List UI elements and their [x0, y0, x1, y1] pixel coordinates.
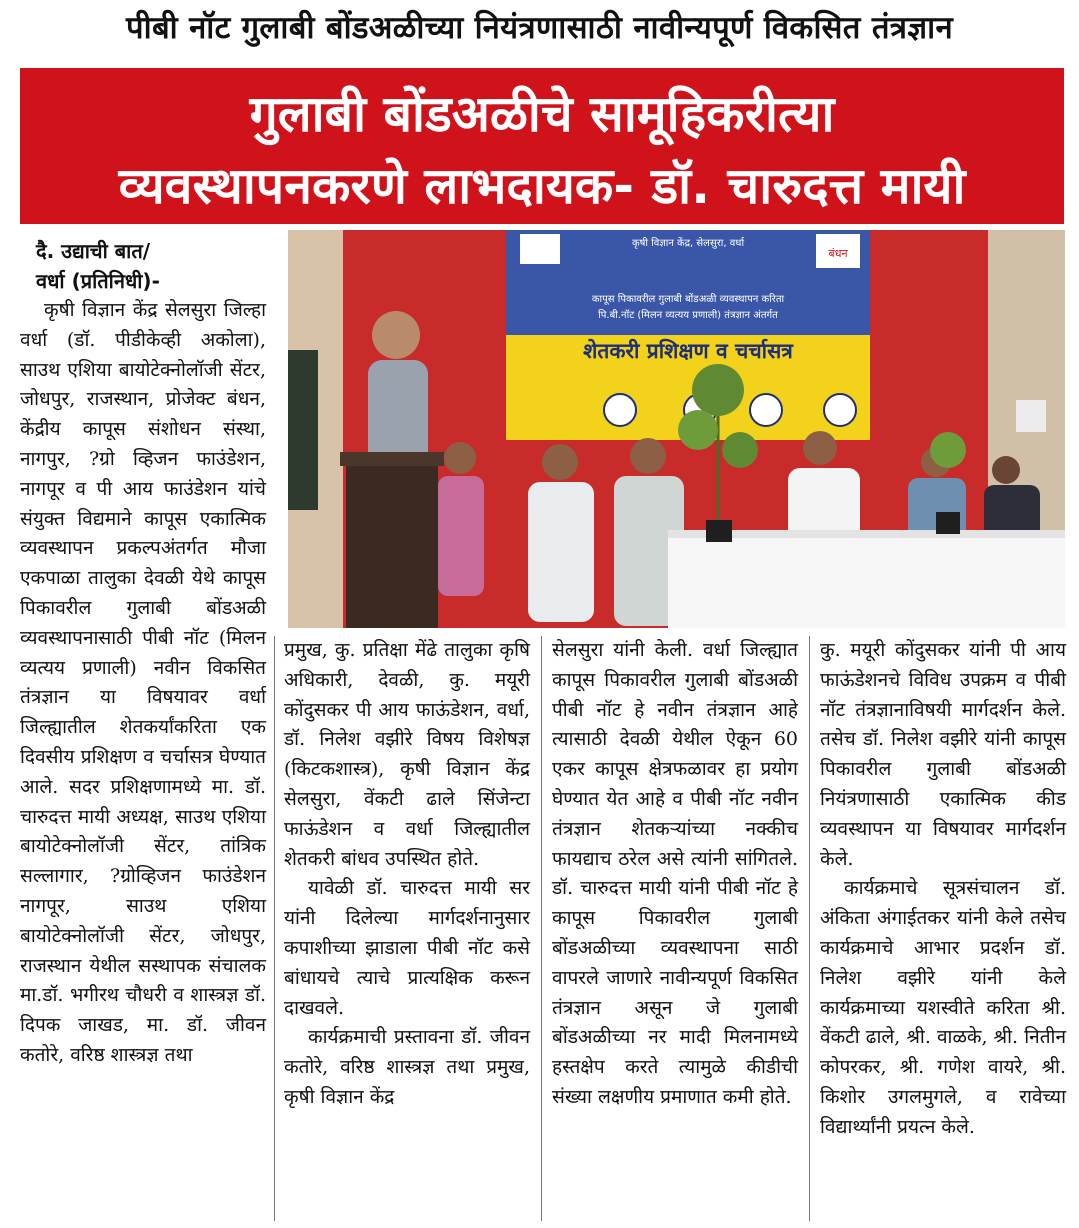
event-photo-illustration — [288, 230, 1065, 628]
headline-line-2: व्यवस्थापनकरणे लाभदायक- डॉ. चारुदत्त मायी — [118, 157, 966, 215]
article-paragraph: कार्यक्रमाचे सूत्रसंचालन डॉ. अंकिता अंगाईतकर यांनी केले तसेच कार्यक्रमाचे आभार प्रदर्शन डॉ. निलेश वझीरे यांनी केले कार्यक्रमाच्या यशस्वीते करिता श्री. वेंकटी ढाले, श्री. वाळके, श्री. नितीन कोपरकर, श्री. गणेश वायरे, श्री. किशोर उगलमुगले, व रावेच्या विद्यार्थ्यांनी प्रयत्न केले. — [820, 877, 1066, 1138]
byline-location: वर्धा (प्रतिनिधी)- — [36, 269, 160, 293]
article-paragraph: सेलसुरा यांनी केली. वर्धा जिल्ह्यात कापूस पिकावरील गुलाबी बोंडअळी पीबी नॉट हे नवीन तंत्रज्ञान आहे त्यासाठी देवळी येथील ऐकून 60 एकर कापूस क्षेत्रफळावर हा प्रयोग घेण्यात येत आहे व पीबी नॉट नवीन तंत्रज्ञान शेतकऱ्यांच्या नक्कीच फायद्याच ठरेल असे त्यांनी सांगितले. डॉ. चारुदत्त मायी यांनी पीबी नॉट हे कापूस पिकावरील गुलाबी बोंडअळीच्या व्यवस्थापना साठी वापरले जाणारे नावीन्यपूर्ण विकसित तंत्रज्ञान असून जे गुलाबी बोंडअळीच्या नर मादी मिलनामध्ये हस्तक्षेप करते त्यामुळे कीडीची संख्या लक्षणीय प्रमाणात कमी होते. — [552, 639, 798, 1108]
kicker-headline: पीबी नॉट गुलाबी बोंडअळीच्या नियंत्रणासाठी नावीन्यपूर्ण विकसित तंत्रज्ञान — [126, 10, 953, 46]
article-paragraph: कु. मयूरी कोंदुसकर यांनी पी आय फाऊंडेशनचे विविध उपक्रम व पीबी नॉट तंत्रज्ञानाविषयी मार्गदर्शन केले. तसेच डॉ. निलेश वझीरे यांनी कापूस पिकावरील गुलाबी बोंडअळी नियंत्रणासाठी एकात्मिक कीड व्यवस्थापन या विषयावर मार्गदर्शन केले. — [820, 639, 1066, 870]
article-paragraph: कार्यक्रमाची प्रस्तावना डॉ. जीवन कतोरे, वरिष्ठ शास्त्रज्ञ तथा प्रमुख, कृषी विज्ञान केंद्र — [284, 1026, 530, 1108]
article-column-1 — [20, 236, 266, 1071]
column-divider — [274, 636, 275, 1221]
banner-text-3: पि.बी.नॉट (मिलन व्यत्यय प्रणाली) तंत्रज्ञान अंतर्गत — [598, 310, 778, 321]
article-column-2 — [284, 636, 530, 1113]
banner-text-1: कृषी विज्ञान केंद्र, सेलसुरा, वर्धा — [631, 238, 745, 249]
banner-title: शेतकरी प्रशिक्षण व चर्चासत्र — [583, 339, 793, 363]
banner-text-2: कापूस पिकावरील गुलाबी बोंडअळी व्यवस्थापन करिता — [591, 294, 785, 305]
column-divider — [541, 636, 542, 1221]
article-column-4 — [820, 636, 1066, 1143]
article-paragraph: यावेळी डॉ. चारुदत्त मायी सर यांनी दिलेल्या मार्गदर्शनानुसार कपाशीच्या झाडाला पीबी नॉट कसे बांधायचे त्याचे प्रात्यक्षिक करून दाखवले. — [284, 877, 530, 1019]
column-divider — [809, 636, 810, 1221]
headline-line-1: गुलाबी बोंडअळीचे सामूहिकरीत्या — [249, 85, 835, 143]
article-paragraph: कृषी विज्ञान केंद्र सेलसुरा जिल्हा वर्धा (डॉ. पीडीकेव्ही अकोला), साउथ एशिया बायोटेक्नोलॉजी सेंटर, जोधपुर, राजस्थान, प्रोजेक्ट बंधन, केंद्रीय कापूस संशोधन संस्था, नागपुर, ?ग्रो व्हिजन फाउंडेशन, नागपूर व पी आय फाउंडेशन यांचे संयुक्त विद्यमाने कापूस एकात्मिक व्यवस्थापन प्रकल्पअंतर्गत मौजा एकपाळा तालुका देवळी येथे कापूस पिकावरील गुलाबी बोंडअळी व्यवस्थापनासाठी पीबी नॉट (मिलन व्यत्यय प्रणाली) नवीन विकसित तंत्रज्ञान या विषयावर वर्धा जिल्ह्यातील शेतकर्यांकरिता एक दिवसीय प्रशिक्षण व चर्चासत्र घेण्यात आले. सदर प्रशिक्षणामध्ये मा. डॉ. चारुदत्त मायी अध्यक्ष, साउथ एशिया बायोटेक्नोलॉजी सेंटर, तांत्रिक सल्लागार, ?ग्रोव्हिजन फाउंडेशन नागपूर, साउथ एशिया बायोटेक्नोलॉजी सेंटर, जोधपुर, राजस्थान येथील सस्थापक संचालक मा.डॉ. भगीरथ चौधरी व शास्त्रज्ञ डॉ. दिपक जाखड, मा. डॉ. जीवन कतोरे, वरिष्ठ शास्त्रज्ञ तथा — [20, 299, 266, 1066]
headline-banner — [20, 68, 1064, 224]
article-paragraph: प्रमुख, कु. प्रतिक्षा मेंढे तालुका कृषि अधिकारी, देवळी, कु. मयूरी कोंदुसकर पी आय फाऊंडेशन, वर्धा, डॉ. निलेश वझीरे विषय विशेषज्ञ (किटकशास्त्र), कृषी विज्ञान केंद्र सेलसुरा, वेंकटी ढाले सिंजेन्टा फाऊंडेशन व वर्धा जिल्ह्यातील शेतकरी बांधव उपस्थित होते. — [284, 639, 530, 870]
banner-logo-text: बंधन — [828, 247, 848, 260]
event-photo — [288, 230, 1065, 628]
byline-source: दै. उद्याची बात/ — [36, 239, 151, 263]
article-column-3 — [552, 636, 798, 1113]
